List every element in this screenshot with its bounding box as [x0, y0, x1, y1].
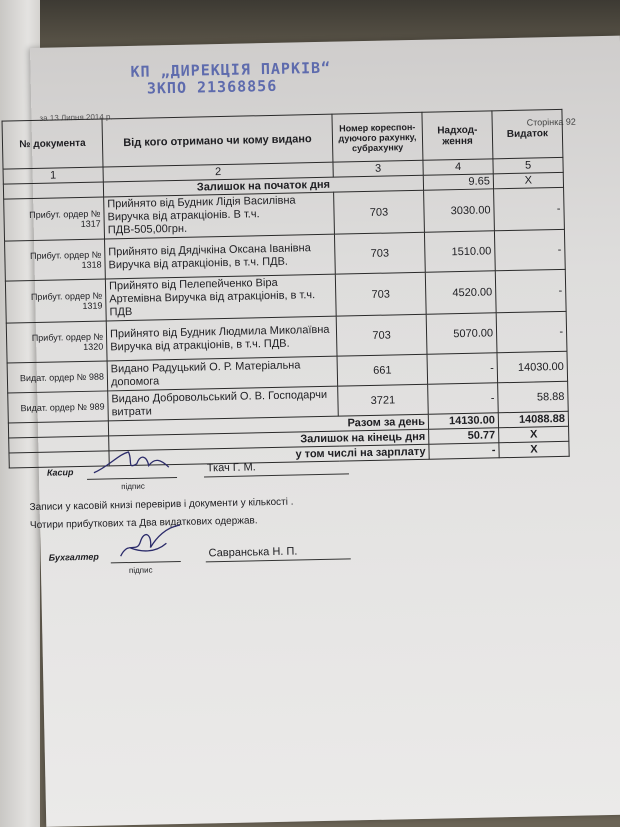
col-party-header: Від кого отримано чи кому видано: [102, 114, 333, 167]
cash-ledger-table: [2, 109, 570, 469]
daily-total-expense: 14088.88: [498, 411, 568, 427]
daily-total-income: 14130.00: [428, 413, 498, 429]
party-description: Прийнято від Будник Людмила Миколаївна Виручка від атракціонів, в т.ч. ПДВ.: [106, 316, 337, 361]
col-doc-header: № документа: [2, 119, 103, 169]
doc-number: Видат. ордер № 989: [8, 391, 109, 423]
account-number: 703: [334, 190, 425, 234]
cashier-role: Касир: [46, 467, 74, 478]
accountant-role: Бухгалтер: [48, 551, 99, 563]
doc-number: Прибут. ордер № 1320: [6, 321, 107, 363]
opening-expense: Х: [493, 172, 563, 188]
page-date: за 13 Липня 2014 р.: [39, 112, 113, 123]
verification-note-2: Чотири прибуткових та Два видаткових одержав.: [29, 515, 258, 532]
col-account-header: Номер кореспон-дуючого рахунку, субрахунку: [332, 112, 423, 162]
income-amount: 4520.00: [425, 271, 496, 314]
income-amount: -: [427, 353, 498, 384]
cashier-signature: [88, 445, 179, 481]
page-number: Сторінка 92: [526, 116, 576, 128]
expense-amount: 14030.00: [497, 351, 568, 382]
doc-number: Видат. ордер № 988: [7, 361, 108, 393]
doc-number: Прибут. ордер № 1319: [5, 279, 106, 323]
account-number: 661: [337, 354, 428, 386]
income-amount: 1510.00: [424, 231, 495, 272]
accountant-sign-caption: підпис: [128, 565, 153, 576]
stamp-line-1: КП „ДИРЕКЦІЯ ПАРКІВ“: [130, 58, 332, 81]
party-description: Видано Добровольський О. В. Господарчи витрати: [108, 386, 339, 421]
cash-book-page: [19, 36, 620, 827]
col-index: 3: [333, 160, 423, 177]
col-index: 1: [3, 167, 103, 184]
cashier-name: Ткач Г. М.: [206, 461, 256, 475]
doc-number: Прибут. ордер № 1317: [4, 197, 105, 241]
expense-amount: -: [495, 269, 566, 312]
col-index: 2: [103, 162, 333, 182]
party-description: Прийнято від Пелепейченко Віра Артемівна Виручка від атракціонів, в т.ч. ПДВ: [105, 274, 336, 321]
col-index: 4: [423, 159, 493, 175]
col-expense-header: Видаток: [492, 109, 563, 158]
doc-number: Прибут. ордер № 1318: [5, 239, 106, 281]
accountant-signature: [110, 523, 191, 565]
income-amount: 5070.00: [426, 313, 497, 354]
salary-expense: Х: [499, 441, 569, 457]
income-amount: 3030.00: [424, 189, 495, 232]
account-number: 703: [336, 314, 427, 356]
opening-balance-label: Залишок на початок дня: [103, 175, 423, 197]
party-description: Прийнято від Будник Лідія Василівна Виручка від атракціонів. В т.ч. ПДВ-505,00грн.: [104, 192, 335, 239]
col-index: 5: [493, 157, 563, 173]
salary-label: у том числі на зарплату: [109, 444, 429, 466]
party-description: Прийнято від Дядічкіна Оксана Іванівна Виручка від атракціонів, в т.ч. ПДВ.: [105, 234, 336, 279]
accountant-name: Савранська Н. П.: [208, 545, 298, 560]
verification-note-1: Записи у касовій книзі перевірив і документи у кількості .: [29, 496, 294, 514]
account-number: 3721: [338, 384, 429, 416]
col-income-header: Надход-ження: [422, 111, 493, 160]
cashier-sign-caption: підпис: [121, 481, 145, 492]
daily-total-label: Разом за день: [108, 414, 428, 436]
account-number: 703: [335, 272, 426, 316]
expense-amount: 58.88: [498, 381, 569, 412]
party-description: Видано Радуцький О. Р. Матеріальна допомога: [107, 356, 338, 391]
expense-amount: -: [496, 311, 567, 352]
account-number: 703: [334, 232, 425, 274]
expense-amount: -: [494, 229, 565, 270]
closing-balance-label: Залишок на кінець дня: [109, 429, 429, 451]
expense-amount: -: [494, 187, 565, 230]
cashier-name-line: [204, 473, 349, 477]
organization-stamp: [130, 60, 331, 98]
stamp-line-2: ЗКПО 21368856: [146, 76, 278, 98]
income-amount: -: [428, 383, 499, 414]
accountant-name-line: [206, 558, 351, 562]
opening-income: 9.65: [423, 174, 493, 190]
closing-expense: Х: [499, 426, 569, 442]
closing-income: 50.77: [429, 428, 499, 444]
salary-income: -: [429, 443, 499, 459]
